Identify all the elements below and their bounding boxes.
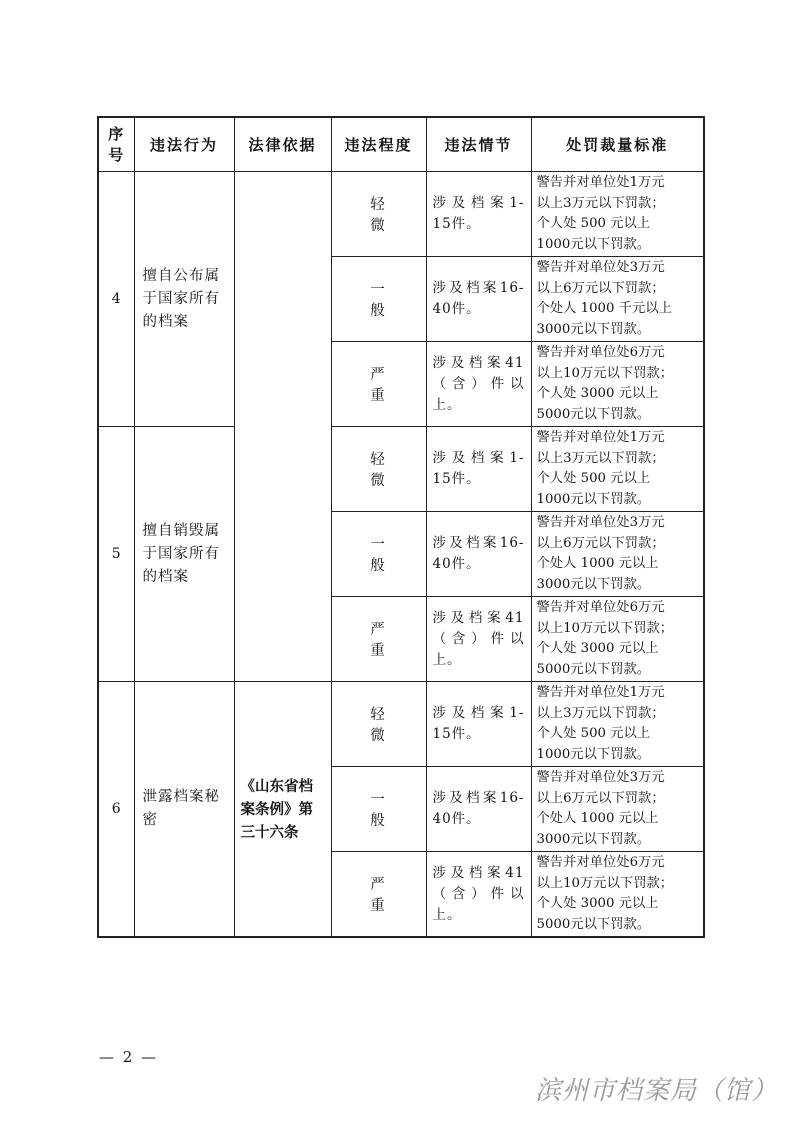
severity-cell: 严 重 (331, 852, 426, 938)
penalty-line: 以上3万元以下罚款； (536, 450, 665, 466)
header-serial-no-label: 序号 (108, 124, 126, 164)
circumstance-cell: 涉及档案16-40件。 (426, 257, 531, 342)
severity-cell: 一 般 (331, 767, 426, 852)
header-legal-basis: 法律依据 (234, 117, 331, 172)
penalty-line: 警告并对单位处3万元 (536, 770, 665, 785)
penalty-line: 警告并对单位处1万元 (536, 685, 665, 700)
table-row (98, 427, 704, 512)
penalty-line: 以上10万元以下罚款； (536, 875, 674, 891)
penalty-line: 以上6万元以下罚款； (536, 280, 665, 296)
penalty-line: 警告并对单位处3万元 (536, 515, 665, 530)
penalty-standard-cell (531, 342, 704, 427)
penalty-line: 5000元以下罚款。 (536, 661, 651, 677)
penalty-line: 以上6万元以下罚款； (536, 790, 665, 806)
watermark: 滨州市档案局（馆） (534, 1076, 778, 1106)
circumstance-cell: 涉及档案1-15件。 (426, 172, 531, 257)
penalty-standard-table (97, 116, 705, 938)
circumstance-cell: 涉及档案16-40件。 (426, 512, 531, 597)
penalty-line: 警告并对单位处1万元 (536, 430, 665, 445)
penalty-standard-cell (531, 512, 704, 597)
violation-cell: 擅自销毁属于国家所有的档案 (134, 427, 234, 682)
penalty-line: 3000元以下罚款。 (536, 831, 651, 847)
penalty-line: 1000元以下罚款。 (536, 746, 651, 762)
penalty-line: 警告并对单位处6万元 (536, 855, 665, 870)
penalty-line: 个人处 3000 元以上 (536, 896, 659, 911)
header-violation: 违法行为 (134, 117, 234, 172)
circumstance-cell: 涉及档案16-40件。 (426, 767, 531, 852)
penalty-line: 警告并对单位处1万元 (536, 175, 665, 190)
table-header-row (98, 117, 704, 172)
penalty-line: 以上3万元以下罚款； (536, 705, 665, 721)
legal-basis-cell: 《山东省档案条例》第三十六条 (234, 682, 331, 938)
penalty-standard-cell (531, 172, 704, 257)
severity-cell: 轻 微 (331, 172, 426, 257)
page-number: — 2 — (99, 1048, 159, 1066)
penalty-line: 5000元以下罚款。 (536, 916, 651, 932)
penalty-line: 以上10万元以下罚款； (536, 365, 674, 381)
table-row (98, 682, 704, 767)
penalty-line: 个人处 500 元以上 (536, 726, 651, 741)
penalty-line: 3000元以下罚款。 (536, 576, 651, 592)
severity-cell: 严 重 (331, 342, 426, 427)
penalty-standard-cell (531, 852, 704, 938)
severity-cell: 一 般 (331, 512, 426, 597)
header-circumstance: 违法情节 (426, 117, 531, 172)
penalty-line: 警告并对单位处3万元 (536, 260, 665, 275)
header-penalty-standard: 处罚裁量标准 (531, 117, 704, 172)
penalty-line: 5000元以下罚款。 (536, 406, 651, 422)
severity-cell: 轻 微 (331, 682, 426, 767)
serial-number-cell: 5 (98, 427, 134, 682)
penalty-line: 3000元以下罚款。 (536, 321, 651, 337)
penalty-standard-cell (531, 257, 704, 342)
violation-cell: 泄露档案秘密 (134, 682, 234, 938)
legal-basis-cell (234, 172, 331, 682)
table-row (98, 172, 704, 257)
penalty-line: 个人处 3000 元以上 (536, 386, 659, 401)
circumstance-cell: 涉及档案41（含）件以上。 (426, 342, 531, 427)
penalty-line: 个处人 1000 元以上 (536, 556, 659, 571)
penalty-line: 个人处 3000 元以上 (536, 641, 659, 656)
penalty-line: 警告并对单位处6万元 (536, 345, 665, 360)
circumstance-cell: 涉及档案1-15件。 (426, 427, 531, 512)
penalty-standard-cell (531, 767, 704, 852)
penalty-line: 1000元以下罚款。 (536, 236, 651, 252)
serial-number-cell: 4 (98, 172, 134, 427)
circumstance-cell: 涉及档案41（含）件以上。 (426, 597, 531, 682)
penalty-line: 以上3万元以下罚款； (536, 195, 665, 211)
penalty-line: 以上6万元以下罚款； (536, 535, 665, 551)
penalty-standard-cell (531, 427, 704, 512)
severity-cell: 轻 微 (331, 427, 426, 512)
penalty-line: 1000元以下罚款。 (536, 491, 651, 507)
circumstance-cell: 涉及档案41（含）件以上。 (426, 852, 531, 938)
penalty-line: 个人处 500 元以上 (536, 471, 651, 486)
header-serial-no (98, 117, 134, 172)
header-severity: 违法程度 (331, 117, 426, 172)
severity-cell: 一 般 (331, 257, 426, 342)
penalty-standard-cell (531, 682, 704, 767)
penalty-line: 以上10万元以下罚款； (536, 620, 674, 636)
violation-cell: 擅自公布属于国家所有的档案 (134, 172, 234, 427)
circumstance-cell: 涉及档案1-15件。 (426, 682, 531, 767)
penalty-line: 个处人 1000 元以上 (536, 811, 659, 826)
penalty-standard-cell (531, 597, 704, 682)
penalty-line: 个人处 500 元以上 (536, 216, 651, 231)
penalty-line: 个处人 1000 千元以上 (536, 301, 672, 316)
penalty-line: 警告并对单位处6万元 (536, 600, 665, 615)
serial-number-cell: 6 (98, 682, 134, 938)
severity-cell: 严 重 (331, 597, 426, 682)
